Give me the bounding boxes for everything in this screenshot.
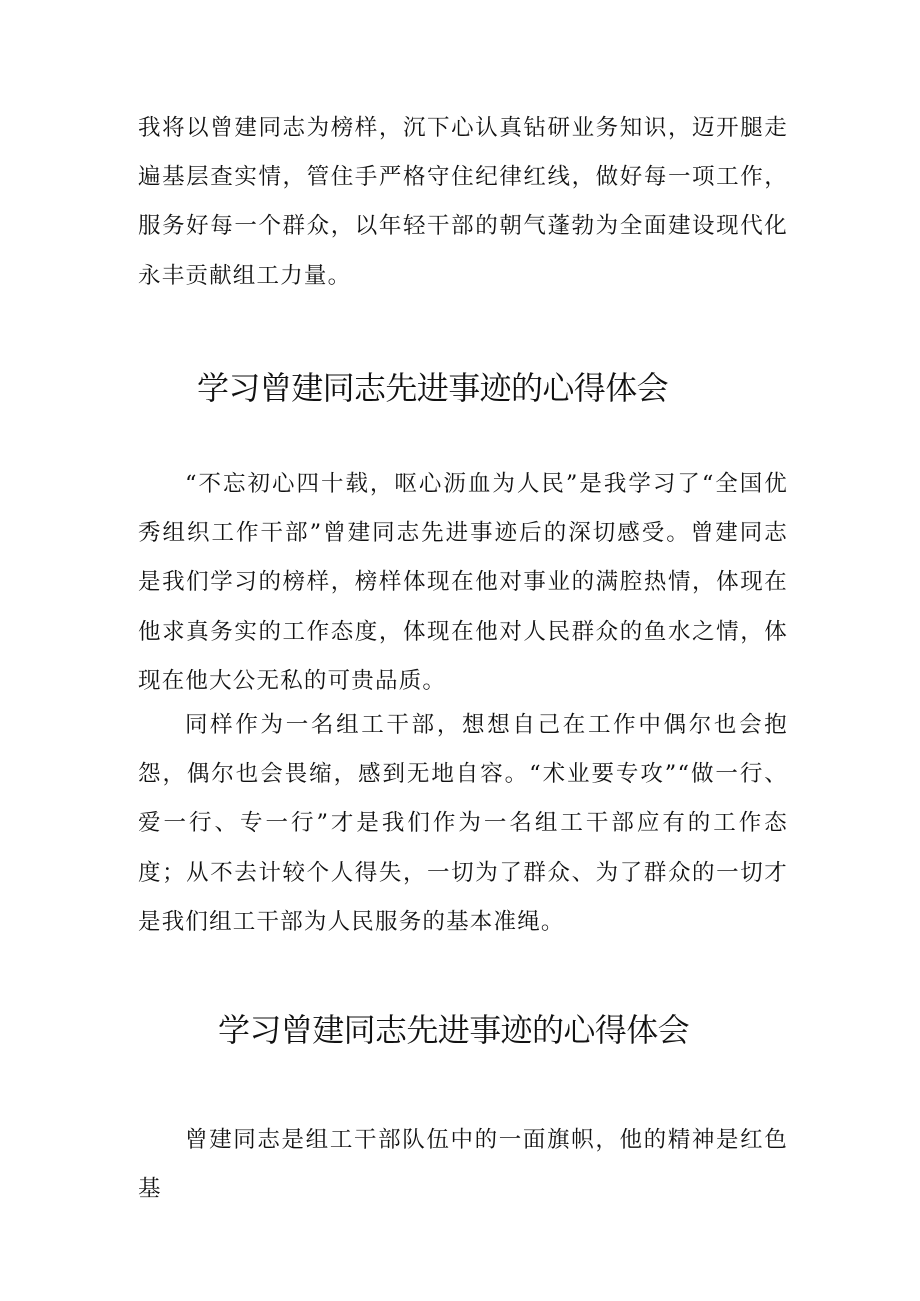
section-title-2: 学习曾建同志先进事迹的心得体会 [218, 1011, 690, 1049]
section-title-1: 学习曾建同志先进事迹的心得体会 [197, 369, 669, 407]
body-paragraph-continuation: 我将以曾建同志为榜样，沉下心认真钻研业务知识，迈开腿走遍基层查实情，管住手严格守住纪律红线，做好每一项工作，服务好每一个群众，以年轻干部的朝气蓬勃为全面建设现代化永丰贡献组工力量。 [138, 115, 788, 289]
section-1-paragraph-2: 同样作为一名组工干部，想想自己在工作中偶尔也会抱怨，偶尔也会畏缩，感到无地自容。“术业要专攻”“做一行、爱一行、专一行”才是我们作为一名组工干部应有的工作态度；从不去计较个人得失，一切为了群众、为了群众的一切才是我们组工干部为人民服务的基本准绳。 [138, 712, 788, 935]
section-1-paragraph-1: “不忘初心四十载，呕心沥血为人民”是我学习了“全国优秀组织工作干部”曾建同志先进事迹后的深切感受。曾建同志是我们学习的榜样，榜样体现在他对事业的满腔热情，体现在他求真务实的工作态度，体现在他对人民群众的鱼水之情，体现在他大公无私的可贵品质。 [138, 471, 788, 694]
section-2-paragraph-1: 曾建同志是组工干部队伍中的一面旗帜，他的精神是红色基 [138, 1127, 788, 1203]
